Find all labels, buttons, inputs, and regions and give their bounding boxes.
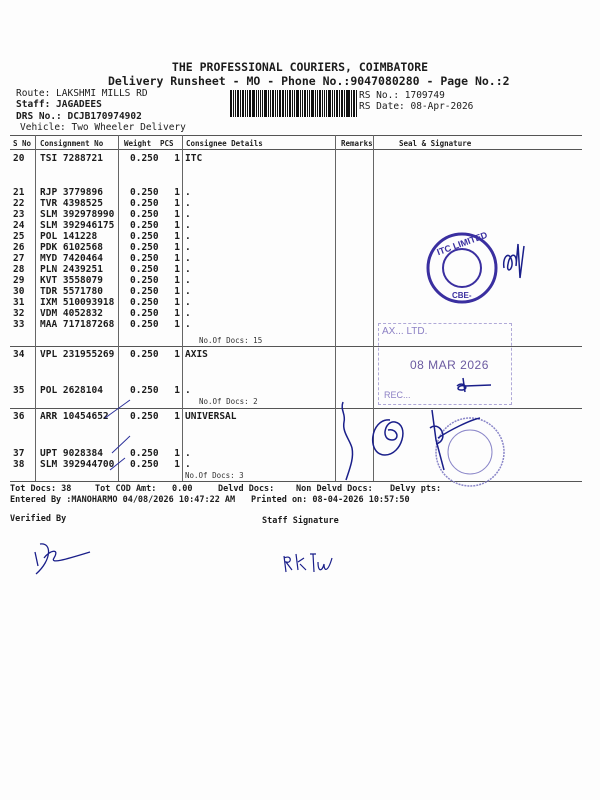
pieces: 1	[174, 319, 180, 330]
barcode-bar	[315, 90, 316, 117]
weight: 0.250	[130, 264, 159, 275]
consignee: ITC	[185, 153, 203, 164]
verified-by-signature	[30, 540, 100, 580]
serial-number: 30	[13, 286, 25, 297]
barcode-bar	[235, 90, 236, 117]
barcode-bar	[309, 90, 310, 117]
weight: 0.250	[130, 308, 159, 319]
consignment-number: RJP 3779896	[40, 187, 103, 198]
serial-number: 33	[13, 319, 25, 330]
pieces: 1	[174, 308, 180, 319]
serial-number: 37	[13, 448, 25, 459]
col-divider	[182, 135, 183, 481]
weight: 0.250	[130, 153, 159, 164]
total-docs: Tot Docs: 38	[10, 484, 72, 494]
barcode-bar	[268, 90, 269, 117]
barcode-bar	[270, 90, 271, 117]
consignee: .	[185, 319, 191, 330]
col-header-weight: Weight	[124, 139, 152, 148]
barcode-bar	[307, 90, 308, 117]
barcode-bar	[311, 90, 314, 117]
tick-marks	[100, 398, 140, 473]
consignment-number: TSI 7288721	[40, 153, 103, 164]
weight: 0.250	[130, 319, 159, 330]
weight: 0.250	[130, 297, 159, 308]
barcode-bar	[242, 90, 244, 117]
col-divider	[335, 135, 336, 481]
consignment-number: POL 2628104	[40, 385, 103, 396]
consignment-number: POL 141228	[40, 231, 98, 242]
itc-stamp-city: CBE-	[452, 291, 472, 300]
serial-number: 23	[13, 209, 25, 220]
col-header-consignee: Consignee Details	[186, 139, 263, 148]
delivered-docs: Delvd Docs:	[218, 484, 275, 494]
consignment-number: VDM 4052832	[40, 308, 103, 319]
barcode-bar	[336, 90, 338, 117]
barcode-bar	[282, 90, 284, 117]
pieces: 1	[174, 411, 180, 422]
delivery-points: Delvy pts:	[390, 484, 442, 494]
barcode-bar	[279, 90, 282, 117]
weight: 0.250	[130, 385, 159, 396]
col-header-pcs: PCS	[160, 139, 174, 148]
barcode-bar	[230, 90, 232, 117]
barcode-bar	[356, 90, 357, 117]
itc-stamp-text: ITC LIMITED	[435, 229, 489, 258]
weight: 0.250	[130, 187, 159, 198]
weight: 0.250	[130, 349, 159, 360]
barcode-bar	[346, 90, 347, 117]
serial-number: 25	[13, 231, 25, 242]
axis-stamp-date: 08 MAR 2026	[410, 358, 489, 372]
barcode-bar	[289, 90, 291, 117]
serial-number: 27	[13, 253, 25, 264]
consignment-number: MAA 717187268	[40, 319, 115, 330]
itc-seal-stamp	[420, 228, 510, 308]
rs-number: RS No.: 1709749	[359, 90, 445, 101]
header-bottom-border	[10, 149, 582, 150]
barcode-bar	[272, 90, 274, 117]
weight: 0.250	[130, 209, 159, 220]
barcode-bar	[233, 90, 234, 117]
barcode-bar	[351, 90, 352, 117]
barcode-bar	[341, 90, 343, 117]
staff-signature-label: Staff Signature	[262, 516, 339, 526]
pieces: 1	[174, 286, 180, 297]
barcode-bar	[322, 90, 323, 117]
weight: 0.250	[130, 198, 159, 209]
serial-number: 35	[13, 385, 25, 396]
barcode-bar	[247, 90, 248, 117]
consignee: .	[185, 308, 191, 319]
barcode-bar	[328, 90, 331, 117]
barcode-bar	[296, 90, 299, 117]
rs-date: RS Date: 08-Apr-2026	[359, 101, 474, 112]
consignment-number: PLN 2439251	[40, 264, 103, 275]
barcode-bar	[344, 90, 345, 117]
weight: 0.250	[130, 459, 159, 470]
total-cod-value: 0.00	[172, 484, 193, 494]
pieces: 1	[174, 242, 180, 253]
barcode-bar	[287, 90, 288, 117]
serial-number: 26	[13, 242, 25, 253]
consignment-number: UPT 9028384	[40, 448, 103, 459]
pieces: 1	[174, 209, 180, 220]
company-title: THE PROFESSIONAL COURIERS, COIMBATORE	[171, 60, 429, 74]
vehicle: Vehicle: Two Wheeler Delivery	[20, 122, 186, 133]
serial-number: 38	[13, 459, 25, 470]
universal-signature	[340, 400, 480, 485]
barcode	[230, 90, 358, 117]
barcode-bar	[258, 90, 259, 117]
itc-signature	[500, 238, 530, 283]
weight: 0.250	[130, 448, 159, 459]
route: Route: LAKSHMI MILLS RD	[16, 88, 148, 99]
consignee: .	[185, 286, 191, 297]
consignment-number: TVR 4398525	[40, 198, 103, 209]
barcode-bar	[256, 90, 257, 117]
col-header-consignment: Consignment No	[40, 139, 104, 148]
pieces: 1	[174, 385, 180, 396]
consignment-number: SLM 392946175	[40, 220, 115, 231]
drs-number: DRS No.: DCJB170974902	[16, 111, 142, 122]
consignment-number: SLM 392944700	[40, 459, 115, 470]
barcode-bar	[240, 90, 241, 117]
consignee: .	[185, 209, 191, 220]
axis-stamp-bottom: REC...	[384, 390, 411, 400]
docs-count: No.Of Docs: 3	[185, 471, 244, 480]
barcode-bar	[285, 90, 286, 117]
barcode-bar	[252, 90, 255, 117]
consignment-number: PDK 6102568	[40, 242, 103, 253]
consignee: .	[185, 198, 191, 209]
consignment-number: VPL 231955269	[40, 349, 115, 360]
col-header-sno: S No	[13, 139, 32, 148]
pieces: 1	[174, 264, 180, 275]
total-cod-label: Tot COD Amt:	[95, 484, 157, 494]
docs-count: No.Of Docs: 2	[199, 397, 258, 406]
col-header-seal: Seal & Signature	[399, 139, 472, 148]
barcode-bar	[275, 90, 276, 117]
barcode-bar	[324, 90, 326, 117]
consignment-number: IXM 510093918	[40, 297, 115, 308]
barcode-bar	[262, 90, 263, 117]
barcode-bar	[237, 90, 240, 117]
pieces: 1	[174, 459, 180, 470]
serial-number: 24	[13, 220, 25, 231]
pieces: 1	[174, 448, 180, 459]
barcode-bar	[249, 90, 251, 117]
serial-number: 28	[13, 264, 25, 275]
weight: 0.250	[130, 253, 159, 264]
pieces: 1	[174, 231, 180, 242]
group-divider	[10, 408, 582, 409]
verified-by-label: Verified By	[10, 514, 67, 524]
barcode-bar	[347, 90, 350, 117]
weight: 0.250	[130, 411, 159, 422]
serial-number: 31	[13, 297, 25, 308]
barcode-bar	[260, 90, 262, 117]
consignee: .	[185, 385, 191, 396]
serial-number: 29	[13, 275, 25, 286]
staff: Staff: JAGADEES	[16, 99, 102, 110]
consignment-number: ARR 10454652	[40, 411, 109, 422]
consignee: .	[185, 297, 191, 308]
barcode-bar	[339, 90, 340, 117]
barcode-bar	[292, 90, 293, 117]
serial-number: 36	[13, 411, 25, 422]
runsheet-subtitle: Delivery Runsheet - MO - Phone No.:9047080280 - Page No.:2	[108, 74, 510, 88]
consignee: .	[185, 253, 191, 264]
non-delivered-docs: Non Delvd Docs:	[296, 484, 373, 494]
consignee: .	[185, 264, 191, 275]
table-top-border	[10, 135, 582, 136]
pieces: 1	[174, 297, 180, 308]
serial-number: 32	[13, 308, 25, 319]
consignee: .	[185, 448, 191, 459]
barcode-bar	[277, 90, 278, 117]
barcode-bar	[264, 90, 267, 117]
entered-by: Entered By :MANOHARMO 04/08/2026 10:47:22 AM	[10, 495, 236, 505]
serial-number: 21	[13, 187, 25, 198]
serial-number: 22	[13, 198, 25, 209]
barcode-bar	[332, 90, 333, 117]
weight: 0.250	[130, 231, 159, 242]
barcode-bar	[304, 90, 306, 117]
consignment-number: KVT 3558079	[40, 275, 103, 286]
consignee: .	[185, 220, 191, 231]
axis-signature	[455, 376, 495, 396]
pieces: 1	[174, 349, 180, 360]
barcode-bar	[300, 90, 301, 117]
barcode-bar	[326, 90, 327, 117]
consignee: .	[185, 187, 191, 198]
consignment-number: SLM 392978990	[40, 209, 115, 220]
barcode-bar	[353, 90, 355, 117]
weight: 0.250	[130, 242, 159, 253]
barcode-bar	[317, 90, 318, 117]
axis-stamp-top: AX... LTD.	[382, 326, 428, 337]
consignee: .	[185, 231, 191, 242]
pieces: 1	[174, 253, 180, 264]
consignee: UNIVERSAL	[185, 411, 237, 422]
serial-number: 20	[13, 153, 25, 164]
staff-signature	[280, 548, 340, 578]
consignment-number: MYD 7420464	[40, 253, 103, 264]
col-header-remarks: Remarks	[341, 139, 373, 148]
pieces: 1	[174, 198, 180, 209]
pieces: 1	[174, 220, 180, 231]
weight: 0.250	[130, 275, 159, 286]
consignee: .	[185, 242, 191, 253]
barcode-bar	[245, 90, 246, 117]
serial-number: 34	[13, 349, 25, 360]
barcode-bar	[334, 90, 335, 117]
pieces: 1	[174, 153, 180, 164]
printed-on: Printed on: 08-04-2026 10:57:50	[251, 495, 410, 505]
consignee: AXIS	[185, 349, 208, 360]
col-divider	[35, 135, 36, 481]
barcode-bar	[294, 90, 295, 117]
weight: 0.250	[130, 286, 159, 297]
consignee: .	[185, 459, 191, 470]
weight: 0.250	[130, 220, 159, 231]
docs-count: No.Of Docs: 15	[199, 336, 263, 345]
pieces: 1	[174, 275, 180, 286]
consignee: .	[185, 275, 191, 286]
barcode-bar	[302, 90, 304, 117]
barcode-bar	[319, 90, 321, 117]
consignment-number: TDR 5571780	[40, 286, 103, 297]
pieces: 1	[174, 187, 180, 198]
